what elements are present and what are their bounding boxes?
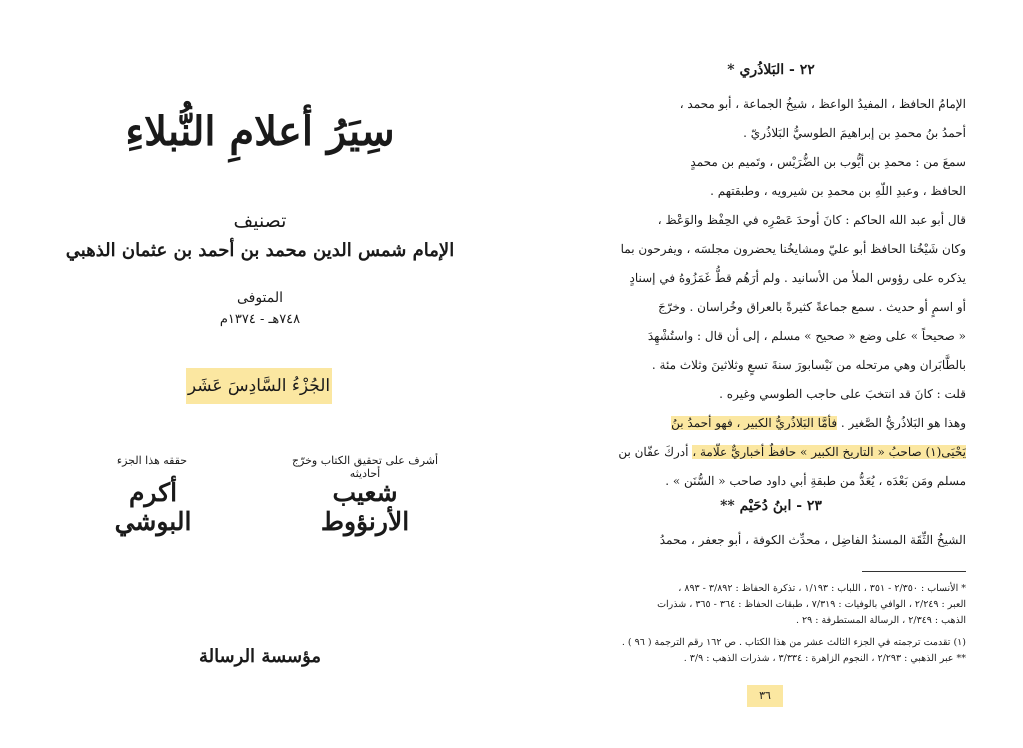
text-line: وكان شَيْخُنا الحافظ أبو عليّ ومشايخُنا يحضرون مجلسَه ، ويفرحون بما xyxy=(620,242,966,256)
text-line: « صحيحاً » على وضع « صحيح » مسلم ، إلى أن قال : واستُشْهِدَ xyxy=(647,329,966,343)
text-line: بالطَّابَران وهي مرتحله من نَيْسابورَ سنةَ تسعٍ وثلاثينَ وثلاث مئة . xyxy=(651,358,966,372)
entry-heading-22: ٢٢ - البَلاذُري * xyxy=(727,62,815,78)
plain-text: أدركَ عفّان بن xyxy=(618,445,689,459)
author-label: تصنيف xyxy=(233,210,287,232)
footnote-line: ** عبر الذهبي : ٢/٢٩٣ ، النجوم الزاهرة : ٣/٣٣٤ ، شذرات الذهب : ٣/٩ . xyxy=(683,653,966,664)
book-title: سِيَرُ أعلامِ النُّبلاءِ xyxy=(125,108,395,155)
text-line: الشيخُ الثِّقَة المسندُ الفاضِل ، محدِّث الكوفة ، أبو جعفر ، محمدُ xyxy=(659,533,966,547)
entry-body-22 xyxy=(576,90,966,496)
editor-name: أكرم البوشي xyxy=(114,478,192,536)
text-line: الحافظ ، وعبدِ اللّهِ بن محمدِ بن شيرويه ، وطبقتهم . xyxy=(710,184,966,198)
footnote-line: الذهب : ٢/٣٤٩ ، الرسالة المستطرفة : ٢٩ . xyxy=(795,615,966,626)
footnote-divider xyxy=(862,571,966,572)
text-line: سمعَ من : محمدِ بن أيُّوب بن الضُّرَيْس ، وتَميم بن محمدٍ xyxy=(690,155,966,169)
editor-label: حققه هذا الجزء xyxy=(116,454,188,467)
text-line: أو اسمٍ أو حديث . سمع جماعةً كثيرةً بالعراق وخُراسان . وخرّجَ xyxy=(658,300,966,314)
page-number: ٣٦ xyxy=(747,685,783,707)
publisher-name: مؤسسة الرسالة xyxy=(198,646,322,667)
footnote-line: العبر : ٢/٢٤٩ ، الوافي بالوفيات : ٧/٣١٩ ، طبقات الحفاظ : ٣٦٤ - ٣٦٥ ، شذرات xyxy=(657,599,966,610)
text-line-highlighted xyxy=(576,409,966,438)
entry-heading-23: ٢٣ - ابنُ دُحَيْم ** xyxy=(720,498,822,514)
author-name: الإمام شمس الدين محمد بن أحمد بن عثمان الذهبي xyxy=(65,240,455,261)
volume-label: الجُزْءُ السَّادِسَ عَشَر xyxy=(186,368,332,404)
supervisor-label: أشرف على تحقيق الكتاب وخرّج أحاديثه xyxy=(291,454,439,480)
text-line-highlighted xyxy=(576,438,966,467)
text-line: الإمامُ الحافظ ، المفيدُ الواعظ ، شيخُ الجماعة ، أبو محمد ، xyxy=(679,97,966,111)
text-line: يذكره على رؤوس الملأ من الأسانيد . ولم أرَهُم قطُّ غَمَزُوهُ في إسنادٍ xyxy=(629,271,966,285)
death-dates: ٧٤٨هـ - ١٣٧٤م xyxy=(219,312,301,327)
text-line: قلت : كانَ قد انتخبَ على حاجب الطوسي وغيره . xyxy=(719,387,966,401)
plain-text: وهذا هو البَلاذُريُّ الصَّغير . xyxy=(840,416,966,430)
entry-body-23 xyxy=(576,526,966,555)
highlighted-text: يَحْيَى(١) صاحبُ « التاريخ الكبير » حافظٌ أخباريٌّ علّامة ، xyxy=(692,445,966,459)
highlighted-text: فأمَّا البَلاذُريُّ الكبير ، فهو أحمدُ بنُ xyxy=(671,416,838,430)
text-line: مسلم ومَن بَعْدَه ، يُعَدُّ من طبقةِ أبي داود صاحب « السُّنَن » . xyxy=(665,474,966,488)
text-page xyxy=(512,0,1023,748)
death-label: المتوفى xyxy=(236,290,284,306)
footnote-line: (١) تقدمت ترجمته في الجزء الثالث عشر من هذا الكتاب . ص ١٦٢ رقم الترجمة ( ٩٦ ) . xyxy=(621,637,966,648)
supervisor-name: شعيب الأرنؤوط xyxy=(320,478,410,536)
text-line: قال أبو عبد الله الحاكم : كانَ أوحدَ عَصْرِه في الحِفْظ والوَعْظ ، xyxy=(657,213,966,227)
text-line: أحمدُ بنُ محمدِ بن إبراهيمَ الطوسيُّ البَلاذُريّ . xyxy=(743,126,966,140)
footnote-line: * الأنساب : ٢/٣٥٠ - ٣٥١ ، اللباب : ١/١٩٣ ، تذكرة الحفاظ : ٣/٨٩٢ - ٨٩٣ ، xyxy=(678,583,966,594)
